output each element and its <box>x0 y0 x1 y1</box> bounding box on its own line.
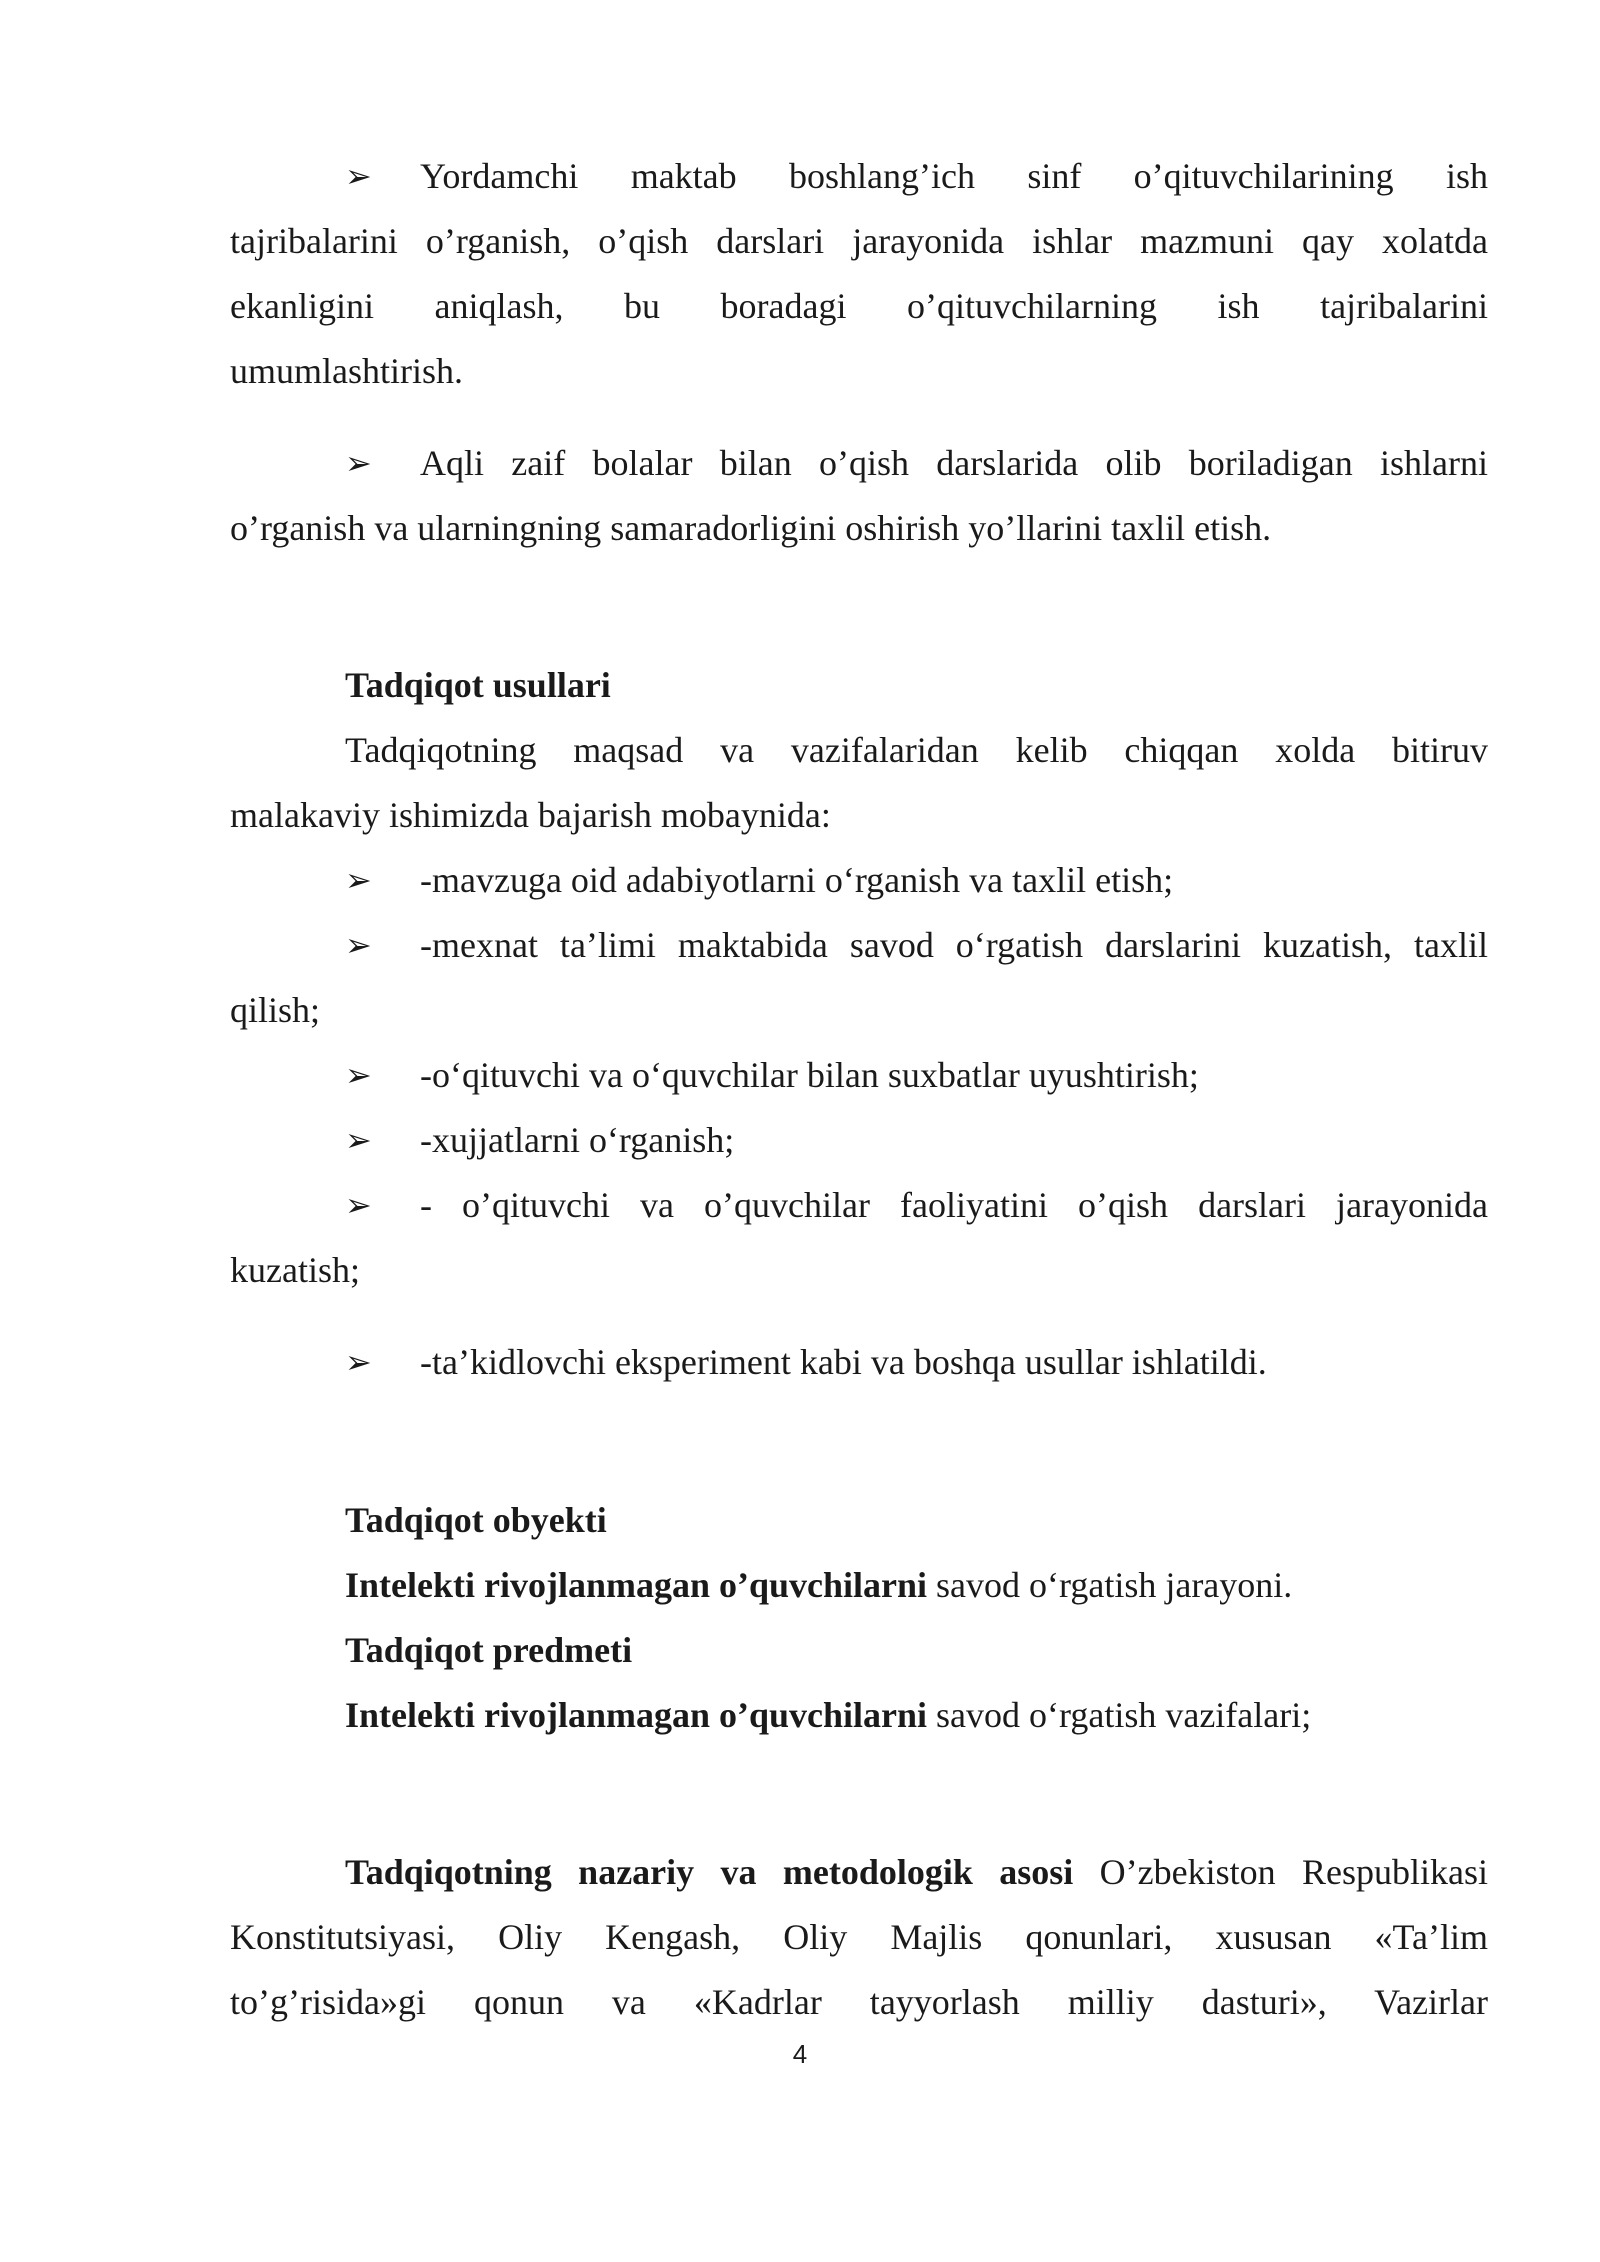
object-text <box>345 1552 1488 1618</box>
page-number: 4 <box>792 2039 808 2069</box>
object-bold: Intelekti rivojlanmagan o’quvchilarni <box>345 1565 928 1605</box>
paragraph-2-line-2: o’rganish va ularningning samaradorligini oshirish yo’llarini taxlil etish. <box>230 508 1272 548</box>
subject-rest: savod o‘rgatish vazifalari; <box>927 1695 1312 1735</box>
bullet-arrow-icon: ➢ <box>345 157 372 195</box>
paragraph-2-line-1: Aqli zaif bolalar bilan o’qish darslarida olib boriladigan ishlarni <box>420 443 1488 483</box>
methods-item-5-line-2: kuzatish; <box>230 1250 360 1290</box>
methods-item-2-line-1: -mexnat ta’limi maktabida savod o‘rgatish darslarini kuzatish, taxlil <box>420 925 1488 965</box>
methods-intro-line-1: Tadqiqotning maqsad va vazifalaridan kelib chiqqan xolda bitiruv <box>345 730 1488 770</box>
basis-line-1 <box>345 1839 1488 1905</box>
paragraph-1-line-1: Yordamchi maktab boshlang’ich sinf o’qituvchilarining ish <box>420 156 1488 196</box>
paragraph-1-line-3: ekanligini aniqlash, bu boradagi o’qituvchilarning ish tajribalarini <box>230 286 1488 326</box>
object-rest: savod o‘rgatish jarayoni. <box>927 1565 1293 1605</box>
paragraph-1-line-4: umumlashtirish. <box>230 351 463 391</box>
subject-text <box>345 1682 1488 1748</box>
methods-item-2-line-2: qilish; <box>230 990 321 1030</box>
basis-line-2: Konstitutsiyasi, Oliy Kengash, Oliy Majlis qonunlari, xususan «Ta’lim <box>230 1917 1488 1957</box>
bullet-arrow-icon: ➢ <box>345 1121 372 1159</box>
paragraph-1-line-2: tajribalarini o’rganish, o’qish darslari jarayonida ishlar mazmuni qay xolatda <box>230 221 1488 261</box>
methods-item-6: -ta’kidlovchi eksperiment kabi va boshqa usullar ishlatildi. <box>420 1342 1267 1382</box>
bullet-arrow-icon: ➢ <box>345 926 372 964</box>
object-heading: Tadqiqot obyekti <box>345 1500 607 1540</box>
bullet-arrow-icon: ➢ <box>345 444 372 482</box>
basis-line-3: to’g’risida»gi qonun va «Kadrlar tayyorlash milliy dasturi», Vazirlar <box>230 1982 1488 2022</box>
methods-item-4: -xujjatlarni o‘rganish; <box>420 1120 735 1160</box>
methods-item-3: -o‘qituvchi va o‘quvchilar bilan suxbatlar uyushtirish; <box>420 1055 1199 1095</box>
bullet-arrow-icon: ➢ <box>345 1186 372 1224</box>
bullet-arrow-icon: ➢ <box>345 1056 372 1094</box>
basis-line-1-rest: O’zbekiston Respublikasi <box>1073 1852 1489 1892</box>
subject-bold: Intelekti rivojlanmagan o’quvchilarni <box>345 1695 928 1735</box>
methods-heading: Tadqiqot usullari <box>345 665 611 705</box>
methods-intro-line-2: malakaviy ishimizda bajarish mobaynida: <box>230 795 831 835</box>
bullet-arrow-icon: ➢ <box>345 861 372 899</box>
subject-heading: Tadqiqot predmeti <box>345 1630 633 1670</box>
methods-item-5-line-1: - o’qituvchi va o’quvchilar faoliyatini o’qish darslari jarayonida <box>420 1185 1488 1225</box>
basis-bold: Tadqiqotning nazariy va metodologik asosi <box>345 1852 1074 1892</box>
bullet-arrow-icon: ➢ <box>345 1343 372 1381</box>
methods-item-1: -mavzuga oid adabiyotlarni o‘rganish va taxlil etish; <box>420 860 1174 900</box>
